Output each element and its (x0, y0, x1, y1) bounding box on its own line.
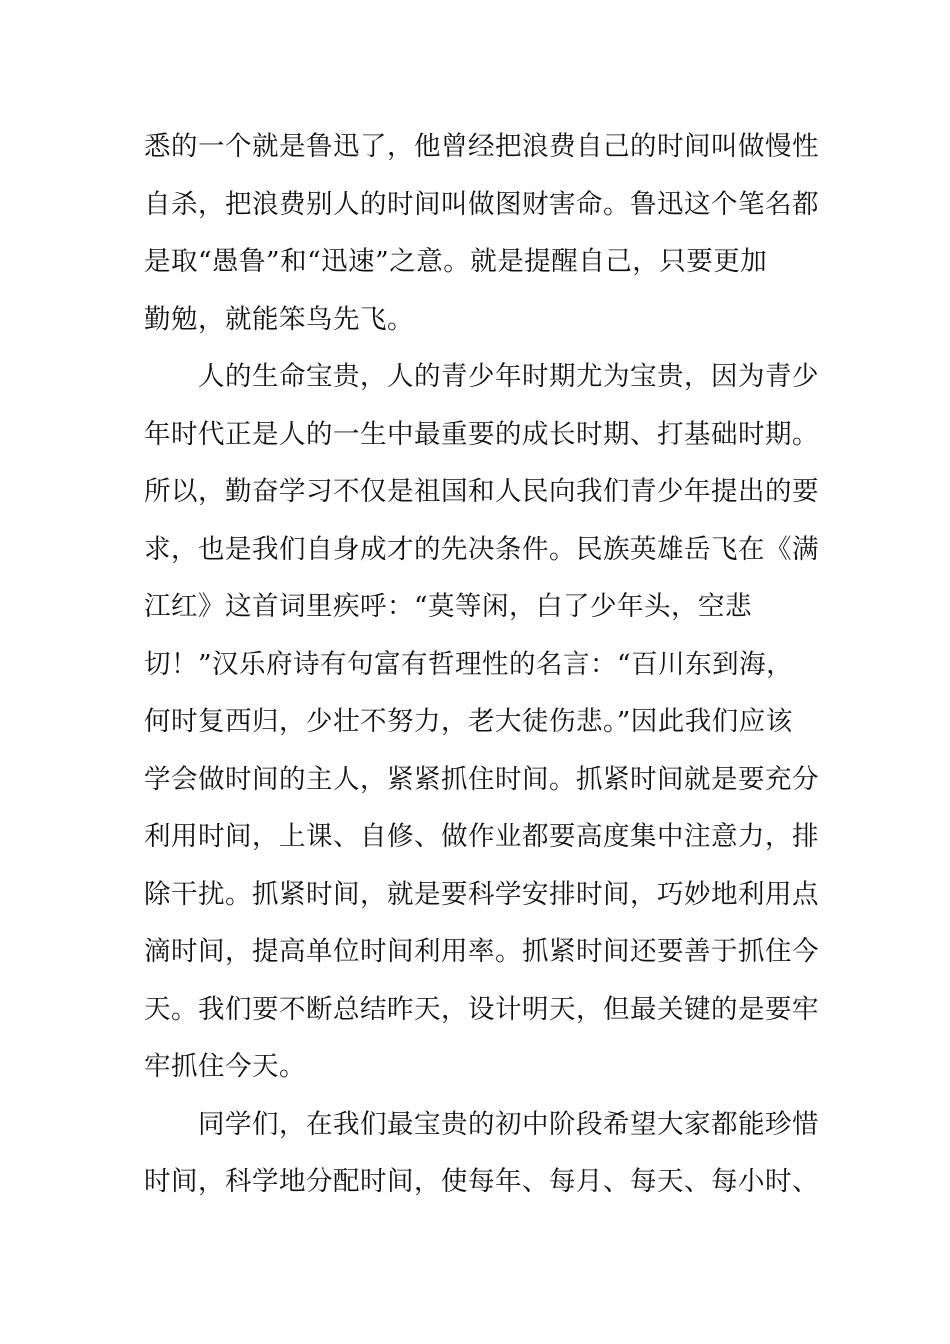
text-line: 自杀，把浪费别人的时间叫做图财害命。鲁迅这个笔名都 (144, 188, 819, 220)
text-line: 悉的一个就是鲁迅了，他曾经把浪费自己的时间叫做慢性 (144, 131, 819, 162)
text-line: 同学们，在我们最宝贵的初中阶段希望大家都能珍惜 (198, 1108, 819, 1140)
paragraph-1 (144, 118, 819, 348)
text-line: 所以，勤奋学习不仅是祖国和人民向我们青少年提出的要 (144, 476, 819, 507)
text-line: 年时代正是人的一生中最重要的成长时期、打基础时期。 (144, 418, 819, 450)
paragraph-3 (144, 1096, 819, 1211)
text-line: 牢抓住今天。 (144, 1051, 306, 1082)
paragraph-2 (144, 348, 819, 1096)
document-body (144, 118, 819, 1211)
text-line: 何时复西归，少壮不努力，老大徒伤悲。”因此我们应该 (144, 706, 793, 737)
text-line: 天。我们要不断总结昨天，设计明天，但最关键的是要牢 (144, 993, 819, 1025)
text-line: 是取“愚鲁”和“迅速”之意。就是提醒自己，只要更加 (144, 246, 768, 277)
text-line: 除干扰。抓紧时间，就是要科学安排时间，巧妙地利用点 (144, 878, 819, 910)
text-line: 江红》这首词里疾呼：“莫等闲，白了少年头，空悲 (144, 591, 753, 622)
text-line: 勤勉，就能笨鸟先飞。 (144, 303, 414, 335)
text-line: 利用时间，上课、自修、做作业都要高度集中注意力，排 (144, 821, 819, 852)
text-line: 切！”汉乐府诗有句富有哲理性的名言：“百川东到海， (144, 648, 794, 680)
text-line: 学会做时间的主人，紧紧抓住时间。抓紧时间就是要充分 (144, 763, 819, 795)
text-line: 求，也是我们自身成才的先决条件。民族英雄岳飞在《满 (144, 533, 819, 565)
text-line: 滴时间，提高单位时间利用率。抓紧时间还要善于抓住今 (144, 936, 819, 967)
text-line: 人的生命宝贵，人的青少年时期尤为宝贵，因为青少 (198, 361, 819, 392)
text-line: 时间，科学地分配时间，使每年、每月、每天、每小时、 (144, 1166, 819, 1197)
